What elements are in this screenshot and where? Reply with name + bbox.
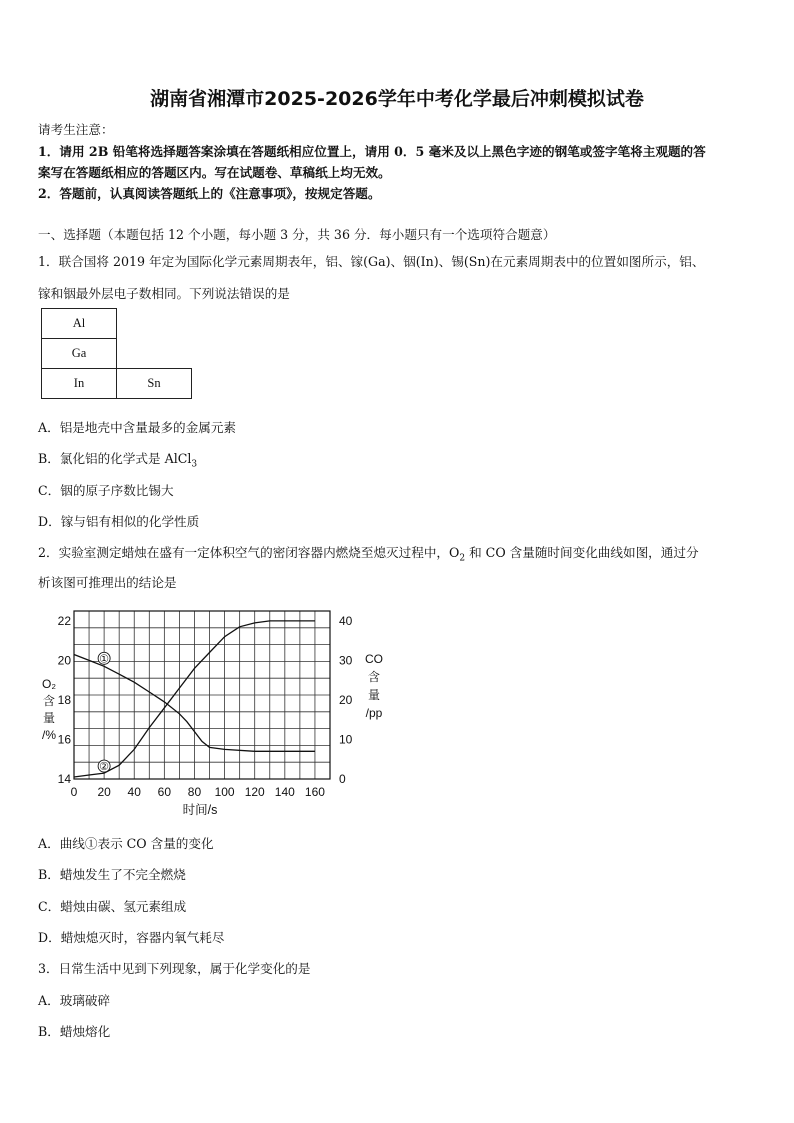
y-right-tick-label: 0 (339, 772, 346, 786)
y-left-tick-label: 16 (57, 732, 71, 747)
q3-option-b: B．蜡烛熔化 (38, 1024, 111, 1039)
y-right-axis-label: 量 (367, 688, 381, 702)
q1-option-b-text: B．氯化铝的化学式是 AlCl (38, 451, 192, 466)
notice-item-1-line-2: 案写在答题纸相应的答题区内。写在试题卷、草稿纸上均无效。 (38, 165, 391, 180)
q1-option-d: D．镓与铝有相似的化学性质 (38, 514, 200, 529)
element-cell-ga: Ga (42, 339, 117, 369)
y-left-tick-label: 22 (57, 613, 71, 628)
y-right-axis-label: /pp (365, 706, 383, 720)
x-tick-label: 140 (274, 785, 295, 799)
x-tick-label: 160 (304, 785, 325, 799)
x-axis-label: 时间/s (182, 803, 218, 817)
series-marker-label: ② (99, 761, 110, 774)
element-cell-al: Al (42, 309, 117, 339)
x-tick-label: 60 (157, 785, 172, 799)
q2-option-d: D．蜡烛熄灭时，容器内氧气耗尽 (38, 930, 225, 945)
q3-stem: 3．日常生活中见到下列现象，属于化学变化的是 (38, 961, 311, 976)
x-tick-label: 120 (244, 785, 265, 799)
q1-option-b-subscript: 3 (191, 459, 198, 470)
q1-option-b (38, 448, 197, 470)
section-heading: 一、选择题（本题包括 12 个小题，每小题 3 分，共 36 分．每小题只有一个选项符合题意） (38, 227, 556, 242)
y-left-tick-label: 20 (57, 653, 71, 668)
y-left-tick-label: 14 (57, 772, 71, 786)
q1-stem-line-1: 1．联合国将 2019 年定为国际化学元素周期表年，铝、镓(Ga)、铟(In)、锡(Sn)在元素周期表中的位置如图所示，铝、 (38, 254, 705, 269)
q2-option-c: C．蜡烛由碳、氢元素组成 (38, 899, 187, 914)
y-right-tick-label: 40 (339, 613, 353, 628)
y-right-axis-label: CO (365, 652, 383, 666)
y-right-axis-label: 含 (367, 670, 381, 684)
q2-stem-text-b: 和 CO 含量随时间变化曲线如图，通过分 (465, 545, 699, 560)
x-tick-label: 100 (214, 785, 235, 799)
notice-heading: 请考生注意： (38, 122, 114, 137)
y-left-axis-label: 含 (42, 694, 56, 708)
q2-stem-text-a: 2．实验室测定蜡烛在盛有一定体积空气的密闭容器内燃烧至熄灭过程中，O (38, 545, 460, 560)
q2-option-a: A．曲线①表示 CO 含量的变化 (38, 836, 214, 851)
notice-item-2: 2．答题前，认真阅读答题纸上的《注意事项》，按规定答题。 (38, 186, 381, 201)
notice-item-1-line-1: 1．请用 2B 铅笔将选择题答案涂填在答题纸相应位置上，请用 0．5 毫米及以上黑色字迹的钢笔或签字笔将主观题的答 (38, 144, 706, 159)
y-left-axis-label: 量 (42, 711, 56, 725)
o2-co-line-chart (30, 600, 400, 830)
periodic-table-excerpt (41, 308, 192, 399)
x-tick-label: 20 (97, 785, 111, 799)
q1-option-a: A．铝是地壳中含量最多的金属元素 (38, 420, 237, 435)
y-left-axis-label: /% (41, 728, 57, 742)
element-cell-in: In (42, 369, 117, 399)
x-tick-label: 40 (127, 785, 141, 799)
y-right-tick-label: 30 (339, 653, 353, 668)
q2-option-b: B．蜡烛发生了不完全燃烧 (38, 867, 186, 882)
q2-stem-subscript: 2 (459, 553, 466, 564)
q1-option-c: C．铟的原子序数比锡大 (38, 483, 174, 498)
q3-option-a: A．玻璃破碎 (38, 993, 111, 1008)
x-tick-label: 80 (187, 785, 202, 799)
series-marker-label: ① (99, 653, 110, 666)
q2-stem-line-2: 析该图可推理出的结论是 (38, 575, 177, 590)
x-tick-label: 0 (70, 785, 78, 799)
q2-stem-line-1 (38, 542, 699, 564)
y-right-tick-label: 10 (339, 732, 353, 747)
element-cell-sn: Sn (117, 369, 192, 399)
q1-stem-line-2: 镓和铟最外层电子数相同。下列说法错误的是 (38, 286, 290, 301)
y-right-tick-label: 20 (339, 692, 353, 707)
page-title: 湖南省湘潭市2025-2026学年中考化学最后冲刺模拟试卷 (150, 88, 644, 110)
y-left-tick-label: 18 (57, 692, 71, 707)
y-left-axis-label: O₂ (42, 677, 56, 691)
